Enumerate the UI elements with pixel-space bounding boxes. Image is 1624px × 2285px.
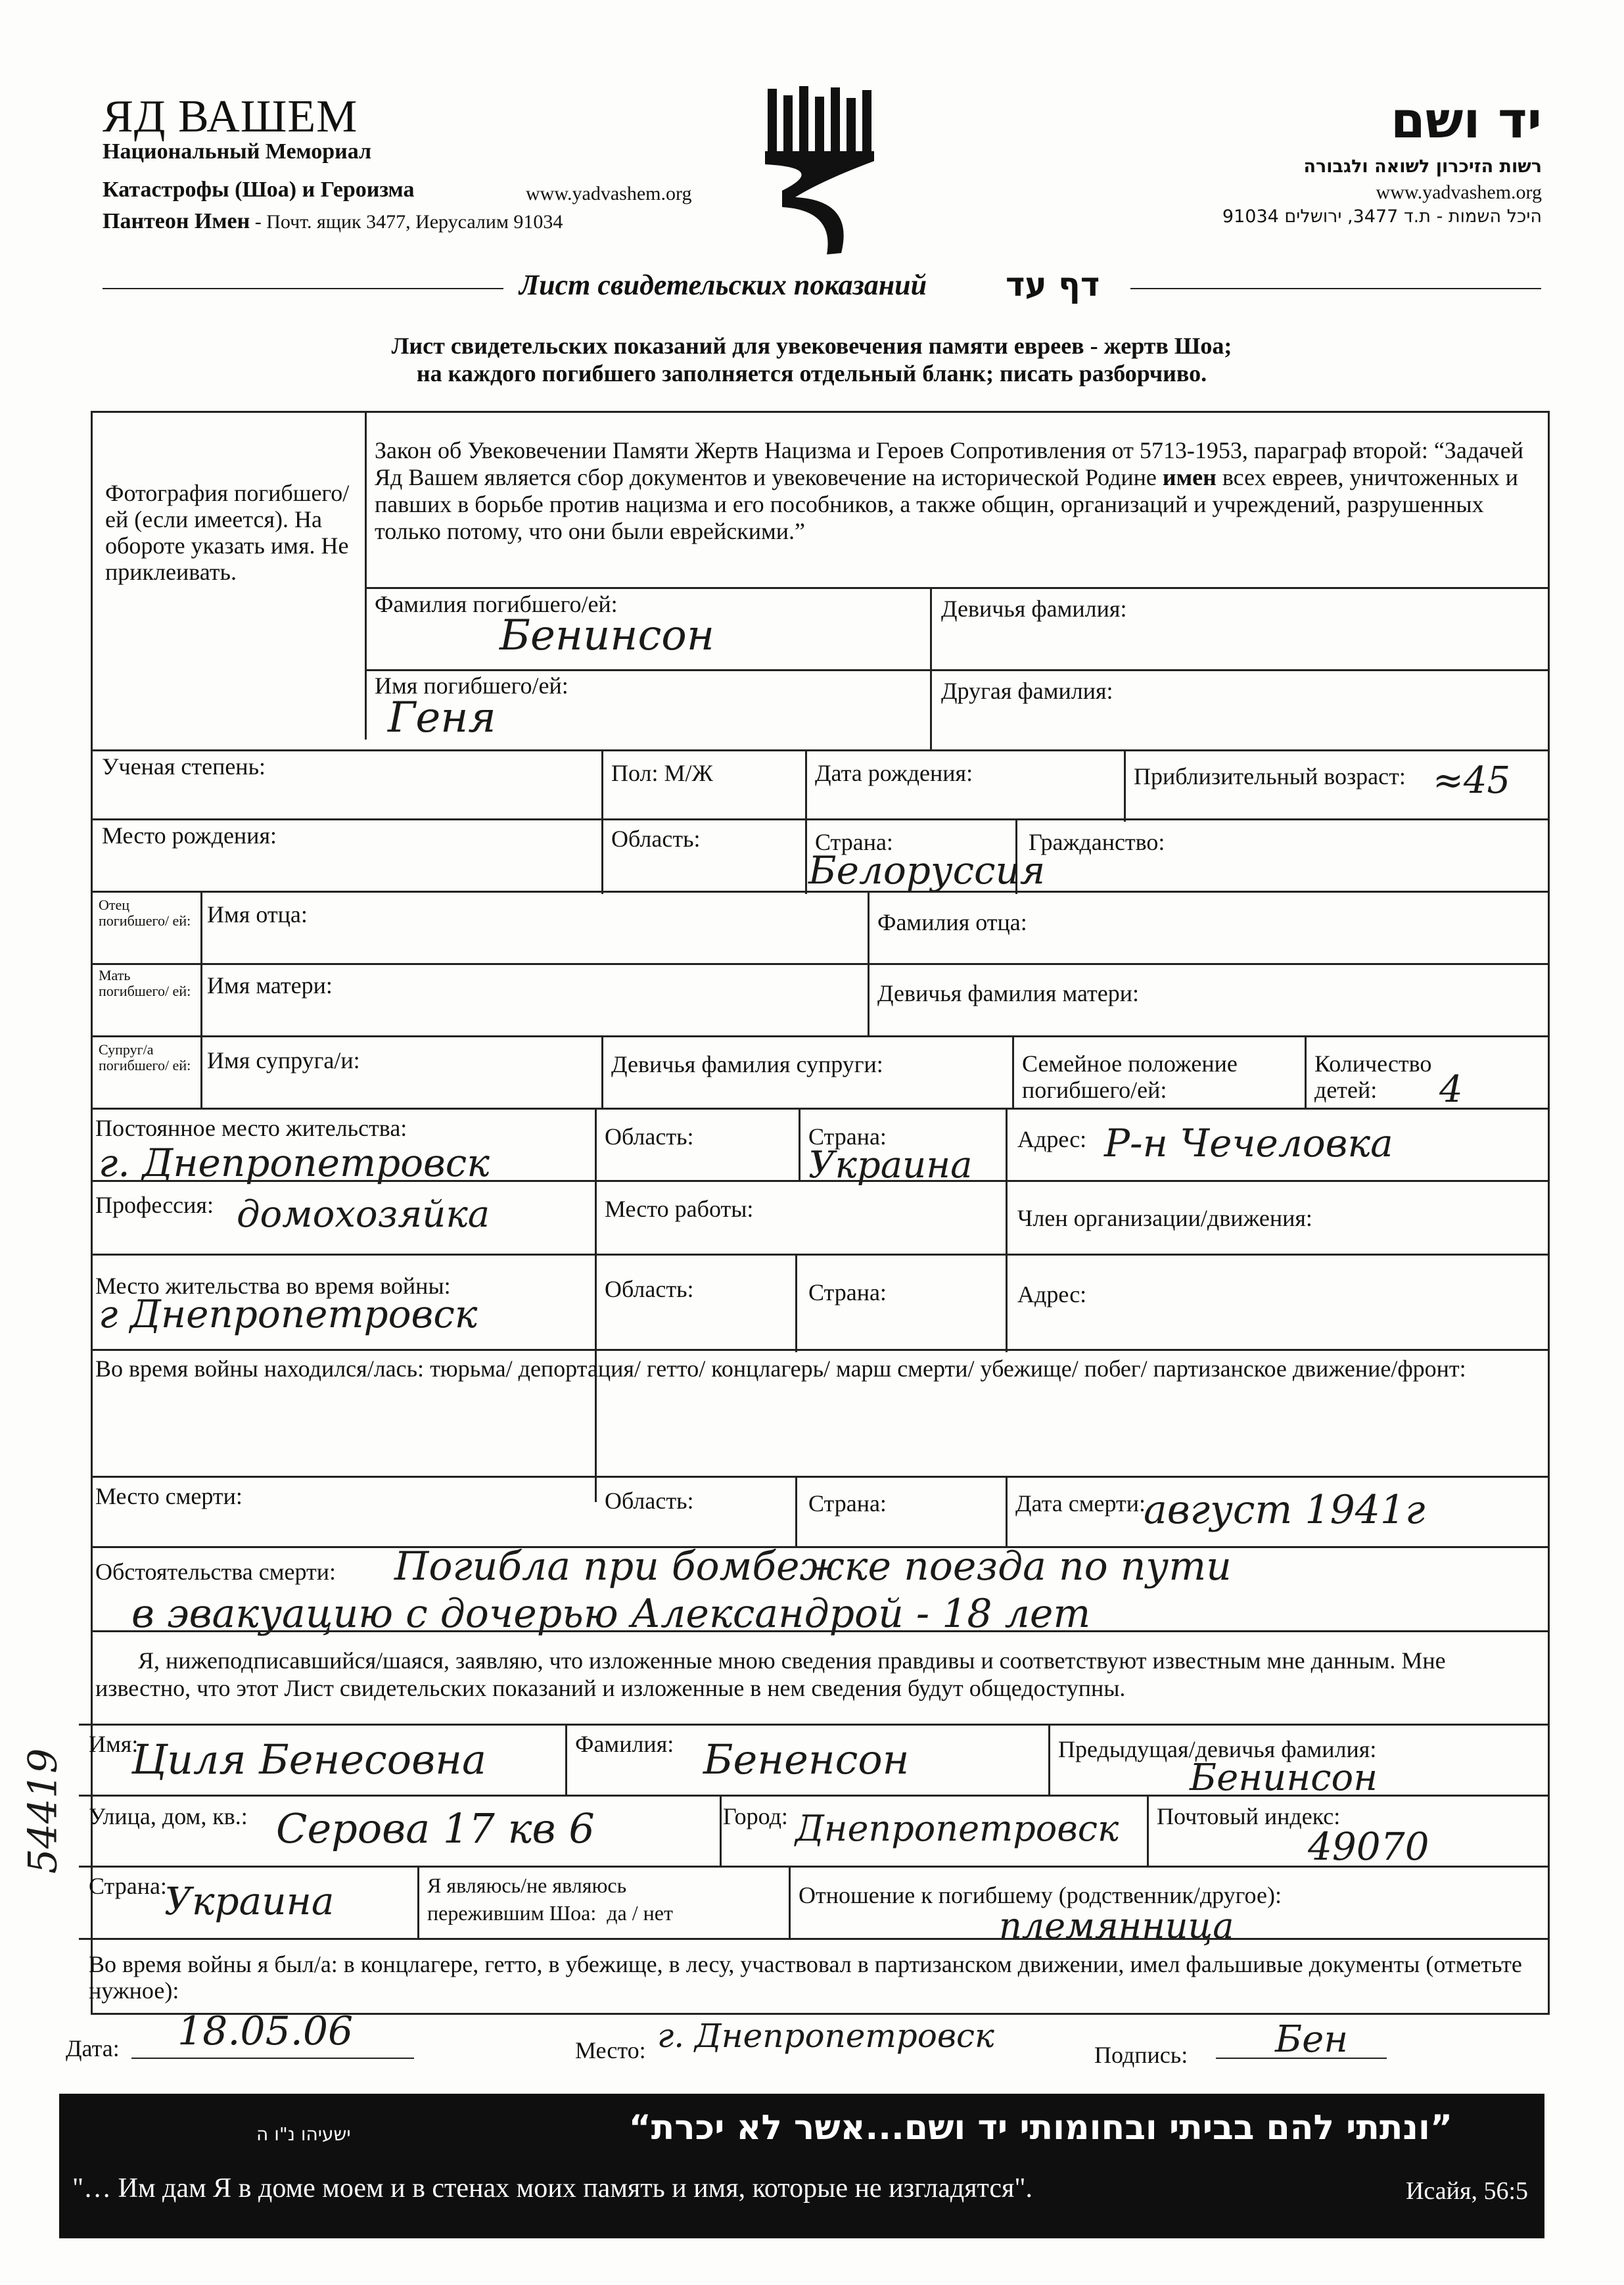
during-war-label: Во время войны находился/лась: тюрьма/ депортация/ гетто/ концлагерь/ марш смерти/ убежище/ побег/ партизанское движение/фронт: (95, 1355, 1466, 1382)
org-line-3 (103, 209, 563, 234)
photo-divider (365, 411, 367, 740)
law-text-start: Закон об Увековечении Памяти Жертв Нацизма и Героев Сопротивления от 5713-1953, параграф второй: “Задачей Яд Вашем является сбор документов и увековечение на исторической Родине (375, 437, 1524, 490)
spouse-name-label: Имя супруга/и: (207, 1047, 360, 1073)
war-residence-value[interactable]: г Днепропетровск (99, 1292, 478, 1336)
mother-side-label: Мать погибшего/ ей: (99, 967, 191, 999)
submitter-name-label: Имя: (89, 1731, 139, 1757)
city-value[interactable]: Днепропетровск (795, 1808, 1119, 1849)
gender-label: Пол: М/Ж (611, 760, 713, 786)
submitter-country-label: Страна: (89, 1873, 167, 1899)
footer-place-value[interactable]: г. Днепропетровск (657, 2017, 994, 2055)
profession-value[interactable]: домохозяйка (237, 1193, 490, 1236)
website-ru: www.yadvashem.org (526, 183, 692, 204)
city-label: Город: (723, 1803, 788, 1829)
victim-first-name-value[interactable]: Геня (388, 694, 496, 742)
relation-value[interactable]: племянница (999, 1905, 1234, 1946)
degree-label: Ученая степень: (102, 753, 266, 780)
death-region-label: Область: (605, 1488, 694, 1514)
street-label: Улица, дом, кв.: (89, 1803, 248, 1829)
quote-he: ”ונתתי להם בביתי ובחומותי יד ושם...אשר לא יכרת“ (628, 2108, 1452, 2148)
circumstances-line-2[interactable]: в эвакуацию с дочерью Александрой - 18 лет (131, 1591, 1091, 1637)
death-place-label: Место смерти: (95, 1483, 243, 1509)
street-value[interactable]: Серова 17 кв 6 (276, 1804, 595, 1852)
war-residence-label: Место жительства во время войны: (95, 1273, 451, 1299)
approx-age-value[interactable]: ≈45 (1433, 759, 1511, 802)
prev-surname-label: Предыдущая/девичья фамилия: (1058, 1736, 1377, 1762)
submitter-country-value[interactable]: Украина (164, 1879, 335, 1923)
org-line-3-bold: Пантеон Имен (103, 209, 250, 233)
permanent-residence-label: Постоянное место жительства: (95, 1115, 407, 1141)
victim-surname-value[interactable]: Бенинсон (499, 611, 714, 660)
victim-other-surname-label: Другая фамилия: (941, 678, 1113, 704)
he-line-1: רשות הזיכרון לשואה ולגבורה (1303, 156, 1542, 177)
residence-region-label: Область: (605, 1123, 694, 1150)
side-number: 54419 (20, 1748, 66, 1874)
children-label: Количество детей: (1314, 1050, 1432, 1103)
org-line-2: Катастрофы (Шоа) и Героизма (103, 177, 415, 202)
permanent-residence-value[interactable]: г. Днепропетровск (99, 1141, 490, 1185)
war-region-label: Область: (605, 1276, 694, 1302)
signature-label: Подпись: (1094, 2042, 1188, 2068)
submitter-surname-value[interactable]: Бененсон (703, 1735, 910, 1783)
header-rule-left (103, 288, 503, 289)
member-label: Член организации/движения: (1017, 1205, 1312, 1231)
sheet-title-ru: Лист свидетельских показаний (519, 269, 927, 301)
spouse-side-label: Супруг/а погибшего/ ей: (99, 1041, 191, 1073)
law-text-end: всех евреев, уничтоженных и павших в борьбе против нацизма и его пособников, а также общин, организаций и учреждений, разрушенных только потому, что они были еврейскими.” (375, 464, 1518, 544)
birth-region-label: Область: (611, 826, 701, 852)
approx-age-label: Приблизительный возраст: (1134, 763, 1406, 789)
zip-label: Почтовый индекс: (1157, 1803, 1341, 1829)
header (0, 0, 1624, 304)
residence-country-value[interactable]: Украина (808, 1144, 973, 1187)
father-name-label: Имя отца: (207, 901, 308, 928)
profession-label: Профессия: (95, 1192, 214, 1218)
quote-he-ref: ישעיהו נ"ו ה (256, 2123, 351, 2145)
survivor-label-1: Я являюсь/не являюсь (427, 1873, 627, 1897)
quote-banner (59, 2094, 1544, 2238)
footer-place-label: Место: (575, 2037, 646, 2063)
sheet-title-he: דף עד (1006, 266, 1100, 304)
declaration-text: Я, нижеподписавшийся/шаяся, заявляю, что изложенные мною сведения правдивы и соответствуют известным мне данным. Мне известно, что этот Лист свидетельских показаний и изложенные в нем сведения будут общедоступны. (95, 1647, 1446, 1701)
yad-vashem-logo (756, 82, 881, 260)
header-rule-right (1130, 288, 1541, 289)
submitter-name-value[interactable]: Циля Бенесовна (131, 1735, 486, 1783)
death-date-label: Дата смерти: (1015, 1490, 1146, 1517)
birth-country-label: Страна: (815, 829, 893, 855)
submitter-war-status-label: Во время войны я был/а: в концлагере, гетто, в убежище, в лесу, участвовал в партизанском движении, имел фальшивые документы (отметьте нужное): (89, 1951, 1522, 2004)
he-line-3: היכל השמות - ת.ד 3477, ירושלים 91034 (1222, 206, 1542, 227)
mother-maiden-label: Девичья фамилия матери: (877, 980, 1140, 1006)
birth-country-value[interactable]: Белоруссия (808, 848, 1046, 893)
circumstances-label: Обстоятельства смерти: (95, 1559, 336, 1585)
org-line-1: Национальный Мемориал (103, 139, 372, 164)
war-address-label: Адрес: (1017, 1281, 1087, 1307)
marital-label: Семейное положение погибшего/ей: (1022, 1050, 1238, 1103)
workplace-label: Место работы: (605, 1196, 754, 1222)
signature-line (1216, 2058, 1387, 2059)
footer-date-line (131, 2058, 414, 2059)
law-text (375, 437, 1538, 545)
victim-surname-label: Фамилия погибшего/ей: (375, 591, 618, 617)
victim-maiden-label: Девичья фамилия: (941, 596, 1127, 622)
residence-address-label: Адрес: (1017, 1126, 1087, 1152)
birthplace-label: Место рождения: (102, 822, 277, 849)
prev-surname-value[interactable]: Бенинсон (1190, 1756, 1378, 1799)
intro (197, 332, 1426, 387)
quote-ru-ref: Исайя, 56:5 (1405, 2177, 1528, 2205)
org-line-3-rest: - Почт. ящик 3477, Иерусалим 91034 (250, 211, 563, 233)
photo-box-text: Фотография погибшего/ей (если имеется). На обороте указать имя. Не приклеивать. (105, 480, 350, 585)
relation-label: Отношение к погибшему (родственник/другое): (799, 1882, 1282, 1908)
spouse-maiden-label: Девичья фамилия супруги: (611, 1051, 883, 1077)
org-title-ru: ЯД ВАШЕМ (103, 91, 358, 142)
residence-address-value[interactable]: Р-н Чечеловка (1104, 1121, 1393, 1166)
war-country-label: Страна: (808, 1279, 887, 1306)
footer-date-label: Дата: (66, 2035, 120, 2061)
quote-ru: "… Им дам Я в доме моем и в стенах моих память и имя, которые не изгладятся". (72, 2173, 1032, 2203)
dob-label: Дата рождения: (815, 760, 973, 786)
zip-value[interactable]: 49070 (1308, 1824, 1429, 1869)
circumstances-line-1[interactable]: Погибла при бомбежке поезда по пути (394, 1543, 1232, 1590)
law-text-bold: имен (1162, 464, 1217, 490)
citizenship-label: Гражданство: (1029, 829, 1165, 855)
death-country-label: Страна: (808, 1490, 887, 1517)
victim-first-name-label: Имя погибшего/ей: (375, 672, 568, 699)
father-surname-label: Фамилия отца: (877, 909, 1027, 935)
submitter-surname-label: Фамилия: (575, 1731, 674, 1757)
intro-line-1: Лист свидетельских показаний для увековечения памяти евреев - жертв Шоа; (391, 333, 1232, 359)
he-website: www.yadvashem.org (1376, 181, 1542, 203)
org-title-he: יד ושם (1390, 91, 1542, 149)
residence-country-label: Страна: (808, 1123, 887, 1150)
children-value[interactable]: 4 (1439, 1068, 1463, 1111)
father-side-label: Отец погибшего/ ей: (99, 897, 191, 929)
footer-date-value[interactable]: 18.05.06 (177, 2008, 354, 2054)
intro-line-2: на каждого погибшего заполняется отдельный бланк; писать разборчиво. (416, 360, 1207, 387)
mother-name-label: Имя матери: (207, 972, 333, 999)
survivor-label-2[interactable]: пережившим Шоа: да / нет (427, 1901, 673, 1925)
death-date-value[interactable]: август 1941г (1144, 1487, 1426, 1533)
signature-value[interactable]: Бен (1275, 2018, 1349, 2061)
